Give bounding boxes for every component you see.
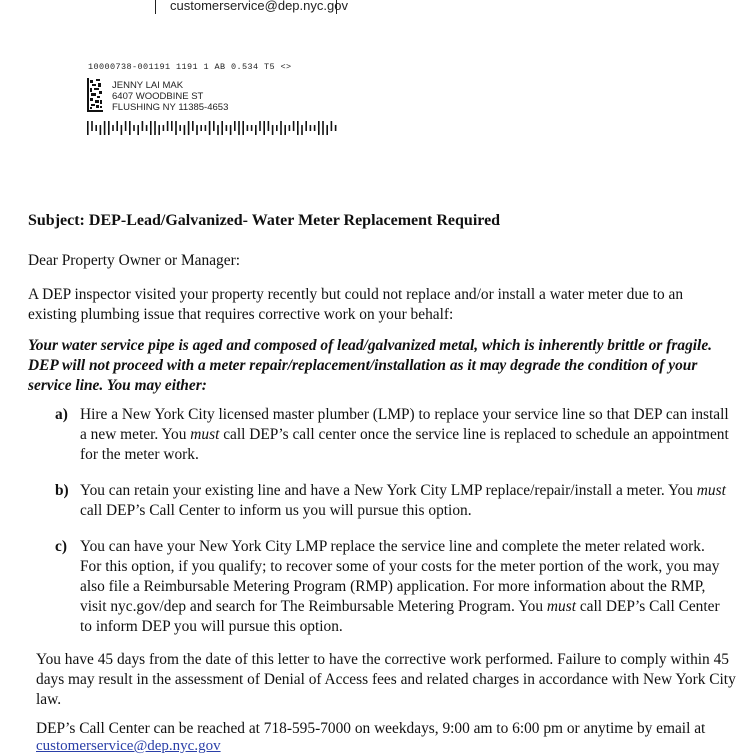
barcode-bar (91, 121, 93, 131)
barcode-bar (293, 121, 295, 131)
barcode-bar (276, 125, 278, 131)
mail-tracking-code: 10000738-001191 1191 1 AB 0.534 T5 <> (88, 62, 292, 72)
barcode-bar (209, 121, 211, 135)
barcode-bar (289, 125, 291, 131)
barcode-bar (116, 121, 118, 131)
barcode-bar (284, 125, 286, 135)
greeting: Dear Property Owner or Manager: (28, 252, 240, 269)
barcode-bar (213, 121, 215, 131)
barcode-bar (192, 121, 194, 131)
barcode-bar (221, 121, 223, 135)
intro-paragraph: A DEP inspector visited your property recently but could not replace and/or install a water meter due to an existing plumbing issue that requires corrective work on your behalf: (28, 286, 684, 323)
call-center-paragraph: DEP’s Call Center can be reached at 718-595-7000 on weekdays, 9:00 am to 6:00 pm or anytime by email at (36, 720, 706, 737)
top-email: customerservice@dep.nyc.gov (170, 0, 348, 13)
barcode-bar (196, 125, 198, 135)
deadline-paragraph: You have 45 days from the date of this letter to have the corrective work performed. Failure to comply within 45 days may result in the assessment of Denial of Access fees and related charges in accordance with New York City law. (36, 651, 736, 708)
recipient-city: FLUSHING NY 11385-4653 (112, 102, 229, 113)
contact-email-link[interactable]: customerservice@dep.nyc.gov (36, 738, 221, 754)
barcode-bar (200, 125, 202, 131)
barcode-bar (121, 125, 123, 135)
recipient-name: JENNY LAI MAK (112, 80, 184, 91)
barcode-bar (301, 125, 303, 135)
barcode-bar (205, 125, 207, 131)
barcode-bar (184, 125, 186, 135)
barcode-bar (297, 121, 299, 135)
recipient-street: 6407 WOODBINE ST (112, 91, 204, 102)
barcode-bar (108, 121, 110, 135)
barcode-bar (163, 125, 165, 131)
barcode-bar (226, 125, 228, 131)
barcode-bar (167, 121, 169, 131)
barcode-bar (305, 121, 307, 131)
barcode-bar (112, 125, 114, 131)
barcode-bar (142, 121, 144, 131)
barcode-bar (87, 121, 89, 135)
barcode-bar (125, 121, 127, 131)
barcode-bar (146, 125, 148, 131)
option-text: Hire a New York City licensed master plumber (LMP) to replace your service line so that DEP can install a new meter. You must call DEP’s call center once the service line is replaced to schedule an appointment for the meter work. (80, 406, 729, 463)
barcode-bar (188, 121, 190, 135)
barcode-bar (158, 125, 160, 135)
barcode-bar (331, 121, 333, 131)
barcode-bar (217, 125, 219, 135)
option-text: You can have your New York City LMP replace the service line and complete the meter related work. For this option, if you qualify; to recover some of your costs for the meter portion of the work, you may also file a Reimbursable Metering Program (RMP) application. For more information about the RMP, visit nyc.gov/dep and search for The Reimbursable Metering Program. You must call DEP’s Call Center to inform DEP you will pursue this option. (80, 538, 720, 635)
barcode-bar (263, 121, 265, 135)
warning-paragraph: Your water service pipe is aged and composed of lead/galvanized metal, which is inherently brittle or fragile. DEP will not proceed with a meter repair/replacement/installation as it may degrade the condition of your service line. You may either: (28, 337, 712, 394)
option-marker: a) (55, 406, 68, 423)
barcode-bar (95, 125, 97, 131)
recipient-address (112, 80, 228, 113)
option-marker: b) (55, 482, 69, 499)
barcode-bar (129, 121, 131, 135)
barcode-bar (251, 125, 253, 131)
barcode-bar (133, 125, 135, 131)
barcode-bar (230, 125, 232, 135)
postal-barcode (87, 121, 343, 135)
barcode-bar (234, 121, 236, 131)
barcode-bar (247, 125, 249, 131)
barcode-bar (259, 121, 261, 131)
barcode-bar (326, 125, 328, 135)
barcode-bar (104, 121, 106, 135)
barcode-bar (242, 121, 244, 135)
barcode-bar (268, 121, 270, 131)
option-text: You can retain your existing line and have a New York City LMP replace/repair/install a meter. You must call DEP’s Call Center to inform us you will pursue this option. (80, 482, 726, 519)
barcode-bar (179, 125, 181, 131)
barcode-bar (175, 121, 177, 135)
barcode-bar (150, 121, 152, 135)
barcode-bar (314, 125, 316, 131)
letter-subject: Subject: DEP-Lead/Galvanized- Water Meter Replacement Required (28, 212, 501, 229)
barcode-bar (310, 125, 312, 131)
barcode-bar (272, 125, 274, 135)
barcode-bar (335, 125, 337, 131)
barcode-bar (238, 121, 240, 135)
barcode-bar (137, 125, 139, 135)
barcode-bar (255, 125, 257, 135)
barcode-bar (154, 121, 156, 135)
datamatrix-code-icon (87, 78, 103, 112)
barcode-bar (318, 121, 320, 135)
barcode-bar (280, 121, 282, 135)
barcode-bar (171, 121, 173, 131)
barcode-bar (100, 125, 102, 135)
option-marker: c) (55, 538, 67, 555)
barcode-bar (322, 121, 324, 135)
